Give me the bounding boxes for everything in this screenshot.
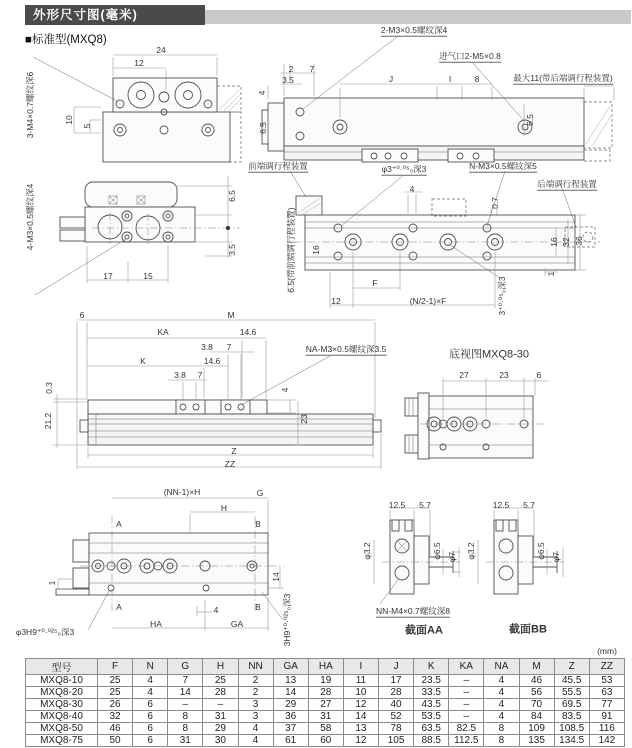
- dim-label: 3⁺⁰·⁰⁵₀深3: [496, 276, 507, 316]
- table-cell: 10: [343, 687, 378, 699]
- table-header-cell: Z: [554, 659, 589, 675]
- table-cell: 43.5: [414, 699, 449, 711]
- dim-label: 进气口2-M5×0.8: [439, 50, 501, 61]
- table-cell: 7: [168, 675, 203, 687]
- table-cell: –: [449, 711, 484, 723]
- table-cell: 4: [238, 723, 273, 735]
- dim-label: 5: [81, 123, 92, 129]
- table-cell: 4: [484, 699, 519, 711]
- dim-label: 14: [270, 572, 281, 582]
- table-cell: 37: [273, 723, 308, 735]
- table-row: [26, 723, 625, 735]
- dim-label: φ7: [446, 551, 457, 563]
- dim-label: 27: [459, 369, 469, 380]
- dimension-table-body: [26, 675, 625, 747]
- section-subtitle: ■标准型(MXQ8): [25, 34, 107, 46]
- table-cell: 19: [308, 675, 343, 687]
- dim-label: KA: [157, 326, 169, 337]
- dim-label: A: [116, 601, 122, 612]
- table-cell: 17: [379, 675, 414, 687]
- dim-label: I: [448, 73, 452, 84]
- drawing-section-aa: [374, 508, 461, 604]
- table-cell: 31: [203, 711, 238, 723]
- table-cell: 28: [203, 687, 238, 699]
- dim-label: 6: [536, 369, 542, 380]
- table-cell: 23.5: [414, 675, 449, 687]
- table-cell: 4: [238, 735, 273, 747]
- drawing-bottom-end-view: [35, 176, 240, 295]
- drawing-side-view: [262, 36, 614, 162]
- dim-label: 12.5: [388, 499, 406, 510]
- table-cell: 28: [308, 687, 343, 699]
- table-cell: 46: [98, 723, 133, 735]
- table-cell: 56: [519, 687, 554, 699]
- table-cell: 27: [308, 699, 343, 711]
- table-cell: 50: [98, 735, 133, 747]
- table-cell: 25: [203, 675, 238, 687]
- table-cell: 61: [273, 735, 308, 747]
- table-row: [26, 711, 625, 723]
- table-cell: 134.5: [554, 735, 589, 747]
- drawing-section-bb: [478, 508, 564, 594]
- section-bb-title: 截面BB: [509, 623, 547, 636]
- table-cell: 45.5: [554, 675, 589, 687]
- table-row: [26, 675, 625, 687]
- dim-label: 0.3: [43, 382, 54, 394]
- dim-label: 14.6: [239, 326, 257, 337]
- table-cell: –: [168, 699, 203, 711]
- dimension-table: [25, 658, 625, 747]
- dim-label: ZZ: [224, 458, 236, 469]
- dim-label: 17: [103, 270, 113, 281]
- table-cell: 11: [343, 675, 378, 687]
- dim-label: 16: [548, 237, 559, 247]
- table-row: [26, 687, 625, 699]
- table-cell: 82.5: [449, 723, 484, 735]
- table-cell: 8: [484, 735, 519, 747]
- table-cell: 13: [343, 723, 378, 735]
- table-cell: 8: [168, 723, 203, 735]
- table-cell: MXQ8-30: [26, 699, 98, 711]
- table-cell: 14: [273, 687, 308, 699]
- table-cell: 31: [168, 735, 203, 747]
- table-cell: 88.5: [414, 735, 449, 747]
- section-aa-title: 截面AA: [405, 624, 443, 637]
- dim-label: φ6.5: [535, 542, 546, 560]
- dim-label: 4: [409, 183, 415, 194]
- dim-label: 0.7: [489, 197, 500, 209]
- table-cell: 36: [273, 711, 308, 723]
- table-cell: MXQ8-40: [26, 711, 98, 723]
- dim-label: (N/2-1)×F: [409, 295, 447, 306]
- table-cell: 26: [98, 699, 133, 711]
- table-cell: 14: [168, 687, 203, 699]
- table-cell: 28: [379, 687, 414, 699]
- unit-note: (mm): [597, 645, 617, 656]
- table-cell: 4: [133, 675, 168, 687]
- table-cell: 30: [203, 735, 238, 747]
- table-cell: 70: [519, 699, 554, 711]
- dim-label: 3.5: [282, 74, 294, 85]
- table-cell: 25: [98, 675, 133, 687]
- table-cell: 29: [203, 723, 238, 735]
- dim-label: 后端调行程装置: [537, 178, 597, 189]
- table-header-cell: ZZ: [589, 659, 624, 675]
- dim-label: φ7: [550, 551, 561, 563]
- table-cell: 4: [484, 675, 519, 687]
- table-cell: 12: [343, 735, 378, 747]
- dimension-table-head: [26, 659, 625, 675]
- table-cell: 32: [98, 711, 133, 723]
- dim-label: 1: [545, 271, 556, 277]
- dim-label: 10: [63, 115, 74, 125]
- table-cell: 53: [589, 675, 624, 687]
- dim-label: 6: [79, 309, 85, 320]
- dim-label: K: [140, 355, 146, 366]
- dim-label: 4: [213, 604, 219, 615]
- drawing-bottom-view-mxq8-30: [405, 378, 548, 459]
- table-cell: 84: [519, 711, 554, 723]
- table-cell: 25: [98, 687, 133, 699]
- table-cell: 3: [238, 711, 273, 723]
- dim-label: NA-M3×0.5螺纹深3.5: [305, 343, 387, 354]
- dim-label: N-M3×0.5螺纹深5: [469, 160, 537, 171]
- table-cell: 6: [133, 711, 168, 723]
- dim-label: 23: [499, 369, 509, 380]
- drawing-front-view: [56, 498, 284, 631]
- table-cell: MXQ8-75: [26, 735, 98, 747]
- table-cell: 6: [133, 699, 168, 711]
- dim-label: NN-M4×0.7螺纹深8: [376, 605, 450, 616]
- dim-label: 16: [310, 245, 321, 255]
- table-cell: 46: [519, 675, 554, 687]
- table-cell: 112.5: [449, 735, 484, 747]
- dim-label: Z: [231, 445, 237, 456]
- table-cell: 6: [133, 723, 168, 735]
- table-cell: MXQ8-10: [26, 675, 98, 687]
- table-cell: 8: [168, 711, 203, 723]
- table-cell: 13: [273, 675, 308, 687]
- dim-label: HA: [150, 618, 162, 629]
- dim-label: 12: [331, 295, 341, 306]
- dim-label: 3.8: [201, 341, 213, 352]
- drawing-end-view: [33, 55, 241, 162]
- table-header-cell: NA: [484, 659, 519, 675]
- table-cell: 6: [133, 735, 168, 747]
- dim-label: 12: [134, 57, 144, 68]
- dim-label: φ3.2: [465, 542, 476, 560]
- table-cell: 83.5: [554, 711, 589, 723]
- table-header-cell: F: [98, 659, 133, 675]
- table-header-cell: M: [519, 659, 554, 675]
- table-header-cell: I: [343, 659, 378, 675]
- table-header-cell: HA: [308, 659, 343, 675]
- table-header-cell: NN: [238, 659, 273, 675]
- table-cell: 78: [379, 723, 414, 735]
- table-cell: 63: [589, 687, 624, 699]
- dim-label: B: [255, 518, 261, 529]
- bottom-view-title: 底视图MXQ8-30: [448, 348, 530, 361]
- table-cell: 29: [273, 699, 308, 711]
- table-cell: 4: [484, 687, 519, 699]
- dim-label: 最大11(带后端调行程装置): [513, 72, 613, 83]
- table-header-cell: G: [168, 659, 203, 675]
- dim-label: H: [220, 502, 228, 513]
- dim-label: 6.5: [524, 114, 535, 126]
- table-cell: 2: [238, 687, 273, 699]
- table-cell: 91: [589, 711, 624, 723]
- table-header-row: [26, 659, 625, 675]
- dim-label: φ6.5: [431, 542, 442, 560]
- table-cell: 69.5: [554, 699, 589, 711]
- dim-label: 8: [474, 73, 480, 84]
- dim-label: 6.5: [226, 190, 237, 202]
- table-row: [26, 699, 625, 711]
- table-cell: MXQ8-20: [26, 687, 98, 699]
- table-cell: –: [203, 699, 238, 711]
- table-cell: 63.5: [414, 723, 449, 735]
- dim-label: 21.2: [42, 412, 53, 430]
- table-cell: 3: [238, 699, 273, 711]
- dim-label: 5.7: [419, 499, 431, 510]
- table-cell: 105: [379, 735, 414, 747]
- table-cell: 31: [308, 711, 343, 723]
- dim-label: G: [256, 487, 264, 498]
- dim-label: φ3H9⁺⁰·⁰²⁵₀深3: [15, 626, 75, 637]
- table-header-cell: H: [203, 659, 238, 675]
- table-cell: –: [449, 699, 484, 711]
- table-header-cell: KA: [449, 659, 484, 675]
- dim-label: 15: [143, 270, 153, 281]
- dim-label: 3H9⁺⁰·⁰²⁵₀深3: [281, 593, 292, 647]
- table-header-cell: J: [379, 659, 414, 675]
- dim-label: 3.5: [226, 244, 237, 256]
- table-cell: 12: [343, 699, 378, 711]
- dim-label: 1: [46, 580, 57, 586]
- table-cell: 14: [343, 711, 378, 723]
- table-cell: 52: [379, 711, 414, 723]
- drawing-top-view: [285, 171, 600, 308]
- dim-label: 4-M3×0.5螺纹深4: [24, 183, 35, 251]
- dim-label: 7: [226, 341, 232, 352]
- dim-label: 2: [288, 63, 294, 74]
- dim-label: 6.5: [257, 122, 268, 134]
- dim-label: J: [388, 73, 394, 84]
- table-header-cell: 型号: [26, 659, 98, 675]
- dim-label: B: [255, 601, 261, 612]
- table-cell: 2: [238, 675, 273, 687]
- dim-label: 2-M3×0.5螺纹深4: [380, 24, 448, 35]
- table-header-cell: N: [133, 659, 168, 675]
- table-cell: 60: [308, 735, 343, 747]
- table-cell: 8: [484, 723, 519, 735]
- table-cell: –: [449, 675, 484, 687]
- dim-label: (NN-1)×H: [163, 486, 201, 497]
- dim-label: 3.8: [174, 369, 186, 380]
- table-cell: 55.5: [554, 687, 589, 699]
- dim-label: 24: [156, 44, 166, 55]
- dim-label: 36: [573, 236, 584, 246]
- dim-label: M: [227, 309, 235, 320]
- dim-label: 7: [197, 369, 203, 380]
- table-cell: 108.5: [554, 723, 589, 735]
- table-row: [26, 735, 625, 747]
- table-cell: 4: [484, 711, 519, 723]
- dim-label: A: [116, 518, 122, 529]
- table-cell: 53.5: [414, 711, 449, 723]
- table-cell: MXQ8-50: [26, 723, 98, 735]
- dim-label: 3-M4×0.7螺纹深6: [24, 71, 35, 139]
- table-cell: 4: [133, 687, 168, 699]
- dim-label: φ3.2: [361, 542, 372, 560]
- table-cell: –: [449, 687, 484, 699]
- dim-label: 23: [298, 414, 309, 424]
- dim-label: φ3⁺⁰·⁰⁵₀深3: [381, 163, 427, 174]
- dim-label: 12.5: [492, 499, 510, 510]
- table-cell: 116: [589, 723, 624, 735]
- dim-label: 32: [560, 237, 571, 247]
- drawing-side-profile: [53, 320, 381, 469]
- dim-label: GA: [230, 618, 244, 629]
- table-cell: 33.5: [414, 687, 449, 699]
- page-title-text: 外形尺寸图(毫米): [33, 8, 138, 22]
- table-cell: 135: [519, 735, 554, 747]
- table-header-cell: GA: [273, 659, 308, 675]
- table-cell: 40: [379, 699, 414, 711]
- dim-label: 前端调行程装置: [248, 160, 308, 171]
- dim-label: 14.6: [203, 355, 221, 366]
- table-cell: 77: [589, 699, 624, 711]
- dim-label: 4: [256, 90, 267, 96]
- table-header-cell: K: [414, 659, 449, 675]
- dim-label: 6.5(带前端调行程装置): [285, 207, 296, 293]
- table-cell: 58: [308, 723, 343, 735]
- dim-label: F: [372, 277, 378, 288]
- table-cell: 142: [589, 735, 624, 747]
- dim-label: 4: [279, 387, 290, 393]
- dim-label: 7: [309, 63, 315, 74]
- table-cell: 109: [519, 723, 554, 735]
- dim-label: 5.7: [523, 499, 535, 510]
